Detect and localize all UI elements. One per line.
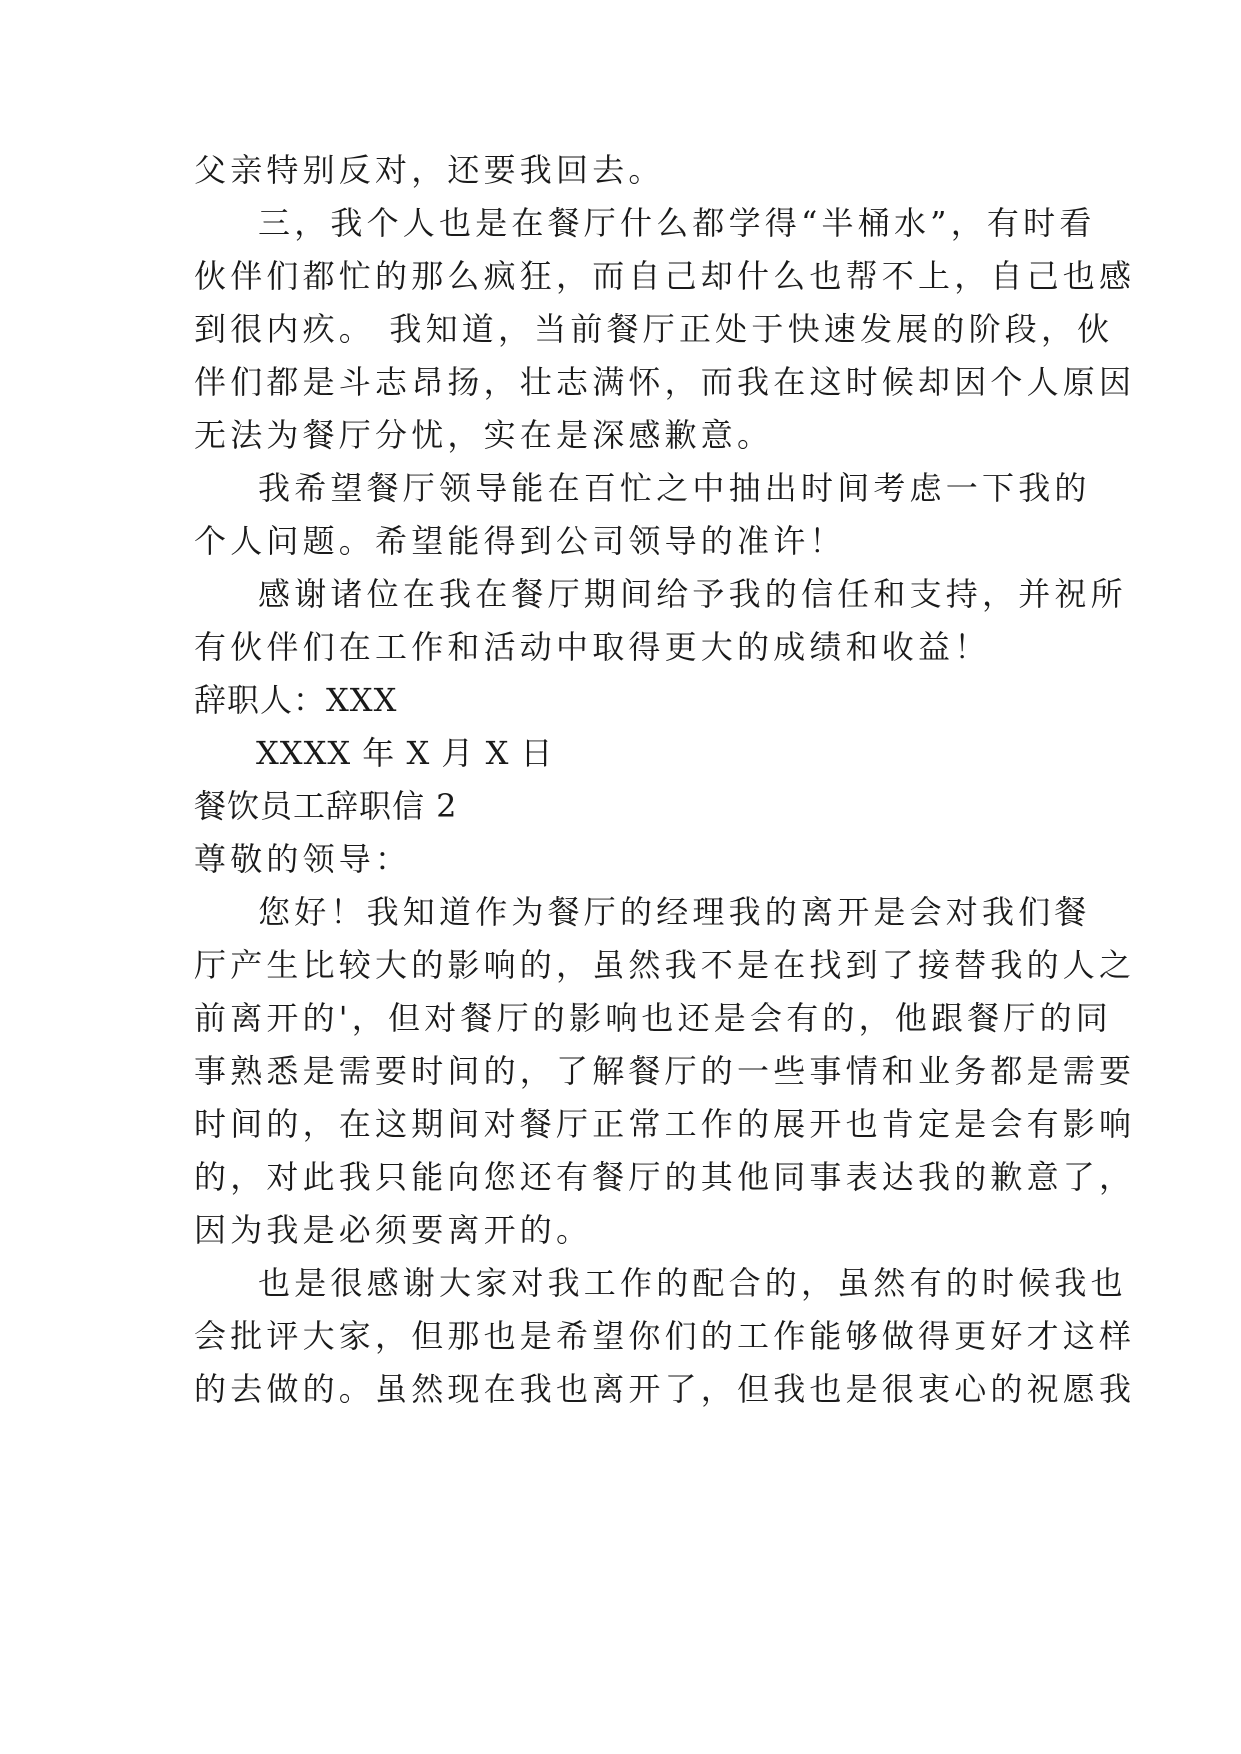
text-line: 事熟悉是需要时间的，了解餐厅的一些事情和业务都是需要 (194, 1052, 1136, 1090)
signature-name: 辞职人：XXX (194, 681, 398, 719)
text-line: 父亲特别反对，还要我回去。 (194, 151, 665, 189)
text-line: 有伙伴们在工作和活动中取得更大的成绩和收益！ (194, 628, 991, 666)
text-line: 我希望餐厅领导能在百忙之中抽出时间考虑一下我的 (258, 469, 1091, 507)
text-line: 感谢诸位在我在餐厅期间给予我的信任和支持，并祝所 (258, 575, 1127, 613)
text-line: 时间的，在这期间对餐厅正常工作的展开也肯定是会有影响 (194, 1105, 1136, 1143)
text-line: 您好！我知道作为餐厅的经理我的离开是会对我们餐 (258, 893, 1091, 931)
text-line: 前离开的'，但对餐厅的影响也还是会有的，他跟餐厅的同 (194, 999, 1112, 1037)
text-line: 会批评大家，但那也是希望你们的工作能够做得更好才这样 (194, 1317, 1136, 1355)
signature-date: XXXX 年 X 月 X 日 (256, 734, 554, 772)
text-line: 个人问题。希望能得到公司领导的准许！ (194, 522, 846, 560)
text-line: 无法为餐厅分忧，实在是深感歉意。 (194, 416, 774, 454)
text-line: 的，对此我只能向您还有餐厅的其他同事表达我的歉意了， (194, 1158, 1136, 1196)
text-line: 伙伴们都忙的那么疯狂，而自己却什么也帮不上，自己也感 (194, 257, 1136, 295)
text-line: 伴们都是斗志昂扬，壮志满怀，而我在这时候却因个人原因 (194, 363, 1136, 401)
text-line: 到很内疚。 我知道，当前餐厅正处于快速发展的阶段，伙 (194, 310, 1114, 348)
text-line: 也是很感谢大家对我工作的配合的，虽然有的时候我也 (258, 1264, 1127, 1302)
text-line: 的去做的。虽然现在我也离开了，但我也是很衷心的祝愿我 (194, 1370, 1136, 1408)
text-line: 厅产生比较大的影响的，虽然我不是在找到了接替我的人之 (194, 946, 1136, 984)
text-line: 三，我个人也是在餐厅什么都学得“半桶水”，有时看 (258, 204, 1096, 242)
salutation: 尊敬的领导： (194, 840, 412, 878)
section-title: 餐饮员工辞职信 2 (194, 787, 458, 825)
text-line: 因为我是必须要离开的。 (194, 1211, 593, 1249)
